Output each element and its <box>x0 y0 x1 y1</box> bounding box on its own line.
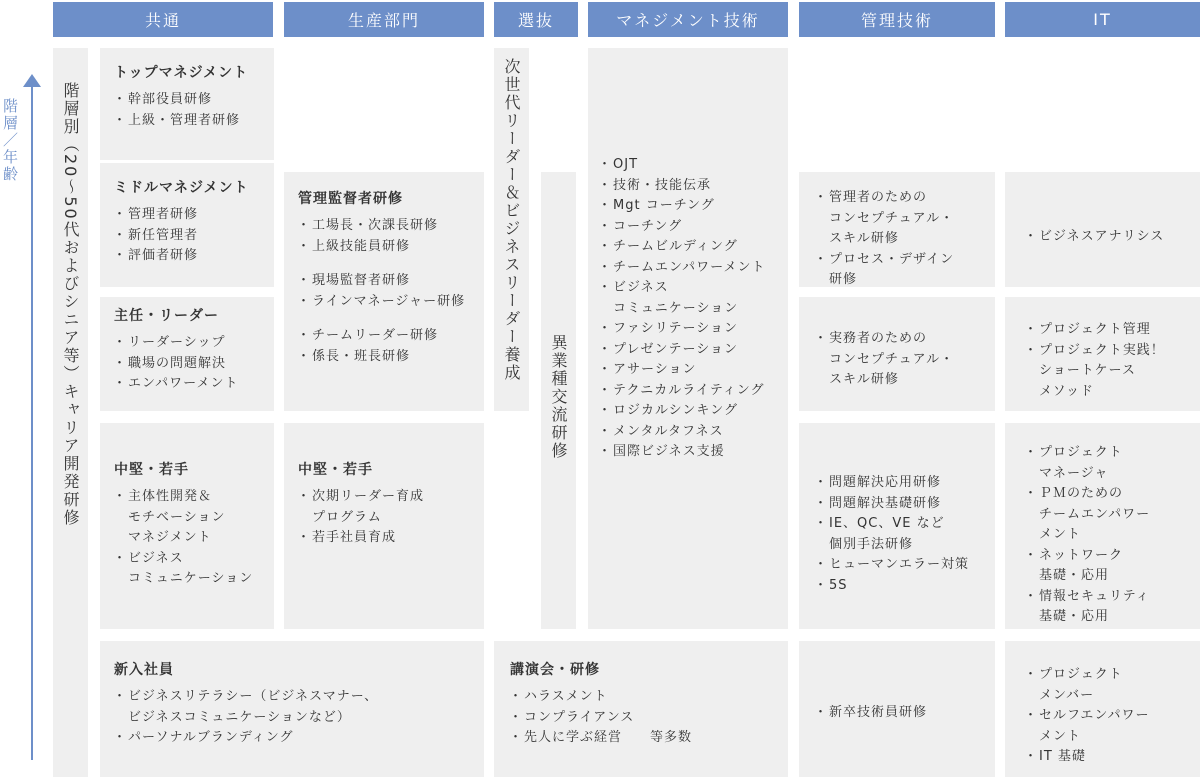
control-tech-box-4 <box>799 641 995 777</box>
leader-box <box>100 297 274 411</box>
list-item: ・ 係長・班長研修 <box>298 347 484 368</box>
list-item: ・ プロジェクト管理 <box>1025 320 1165 341</box>
header-selection: 選抜 <box>494 2 578 37</box>
list-item: ・ OJT <box>599 155 765 176</box>
box-list <box>114 333 274 395</box>
it-box-2 <box>1005 297 1200 411</box>
top-management-box <box>100 48 274 160</box>
axis-label: 階層／年齢 <box>1 98 19 183</box>
list-item: ・ ビジネスリテラシー（ビジネスマナー、 ビジネスコミュニケーションなど） <box>114 687 484 728</box>
list-item: ・ ラインマネージャー研修 <box>298 292 484 313</box>
box-title: 新入社員 <box>114 662 174 678</box>
list-item: ・ メンタルタフネス <box>599 422 765 443</box>
box-title: 中堅・若手 <box>298 462 373 478</box>
list-item: ・ 評価者研修 <box>114 246 274 267</box>
list-item: ・ ＰＭのための チームエンパワー メント <box>1025 484 1150 546</box>
box-list <box>298 216 484 257</box>
it-box-3 <box>1005 423 1200 629</box>
list-item: ・ アサーション <box>599 360 765 381</box>
box-title: 講演会・研修 <box>510 662 600 678</box>
career-development-column <box>53 48 88 777</box>
box-list <box>1025 665 1149 768</box>
it-box-1 <box>1005 172 1200 287</box>
list-item: ・ ネットワーク 基礎・応用 <box>1025 546 1150 587</box>
box-list <box>114 205 274 267</box>
list-item: ・ 工場長・次課長研修 <box>298 216 484 237</box>
list-item: ・ 幹部役員研修 <box>114 90 274 111</box>
list-item: ・ 国際ビジネス支援 <box>599 442 765 463</box>
list-item: ・ 技術・技能伝承 <box>599 176 765 197</box>
list-item: ・ 職場の問題解決 <box>114 354 274 375</box>
list-item: ・ ヒューマンエラー対策 <box>815 555 969 576</box>
list-item: ・ パーソナルブランディング <box>114 728 484 749</box>
list-item: ・ ハラスメント <box>510 687 788 708</box>
list-item: ・ ロジカルシンキング <box>599 401 765 422</box>
list-item: ・ ファシリテーション <box>599 319 765 340</box>
box-list <box>815 473 969 596</box>
control-tech-box-1 <box>799 172 995 287</box>
cross-industry-label: 異業種交流研修 <box>549 334 568 460</box>
list-item: ・ 問題解決応用研修 <box>815 473 969 494</box>
list-item: ・ 上級技能員研修 <box>298 237 484 258</box>
box-title: 管理監督者研修 <box>298 191 403 207</box>
list-item: ・ プロジェクト メンバー <box>1025 665 1149 706</box>
next-gen-leader-box <box>494 48 529 411</box>
list-item: ・ 実務者のための コンセプチュアル・ スキル研修 <box>815 329 954 391</box>
header-control-tech: 管理技術 <box>799 2 995 37</box>
newcomer-box <box>100 641 484 777</box>
box-title: 主任・リーダー <box>114 308 219 324</box>
list-item: ・ 5S <box>815 576 969 597</box>
next-gen-leader-label: 次世代リーダー＆ビジネスリーダー養成 <box>502 58 521 382</box>
header-production: 生産部門 <box>284 2 484 37</box>
list-item: ・ 新卒技術員研修 <box>815 703 927 724</box>
list-item: ・ 管理者研修 <box>114 205 274 226</box>
list-item: ・ プレゼンテーション <box>599 340 765 361</box>
list-item: ・ 主体性開発＆ モチベーション マネジメント <box>114 487 274 549</box>
list-item: ・ 先人に学ぶ経営 等多数 <box>510 728 788 749</box>
box-title: 中堅・若手 <box>114 462 189 478</box>
box-list <box>114 687 484 749</box>
list-item: ・ テクニカルライティング <box>599 381 765 402</box>
box-list <box>298 487 484 549</box>
box-title: ミドルマネジメント <box>114 180 249 196</box>
box-list <box>815 329 954 391</box>
career-development-label: 階層別（20～50代およびシニア等）キャリア開発研修 <box>61 82 80 527</box>
list-item: ・ 次期リーダー育成 プログラム <box>298 487 484 528</box>
control-tech-box-3 <box>799 423 995 629</box>
list-item: ・ エンパワーメント <box>114 374 274 395</box>
list-item: ・ ビジネス コミュニケーション <box>114 549 274 590</box>
box-list <box>815 703 927 724</box>
list-item: ・ 情報セキュリティ 基礎・応用 <box>1025 587 1150 628</box>
box-list <box>1025 227 1164 248</box>
common-young-box <box>100 423 274 629</box>
axis-arrow-line <box>31 82 33 760</box>
list-item: ・ IT 基礎 <box>1025 747 1149 768</box>
box-list <box>815 188 954 291</box>
box-list <box>298 326 484 367</box>
list-item: ・ ビジネスアナリシス <box>1025 227 1164 248</box>
box-list <box>298 271 484 312</box>
box-list <box>114 90 274 131</box>
list-item: ・ IE、QC、VE など 個別手法研修 <box>815 514 969 555</box>
box-list <box>510 687 788 749</box>
cross-industry-box <box>541 172 576 629</box>
box-title: トップマネジメント <box>114 65 249 81</box>
list-item: ・ チームリーダー研修 <box>298 326 484 347</box>
list-item: ・ Mgt コーチング <box>599 196 765 217</box>
list-item: ・ プロジェクト マネージャ <box>1025 443 1150 484</box>
box-list <box>1025 443 1150 628</box>
list-item: ・ 問題解決基礎研修 <box>815 494 969 515</box>
list-item: ・ プロジェクト実践！ ショートケース メソッド <box>1025 341 1165 403</box>
list-item: ・ コーチング <box>599 217 765 238</box>
list-item: ・ チームビルディング <box>599 237 765 258</box>
list-item: ・ 上級・管理者研修 <box>114 111 274 132</box>
arrow-up-icon <box>23 74 41 87</box>
production-management-box <box>284 172 484 411</box>
list-item: ・ 管理者のための コンセプチュアル・ スキル研修 <box>815 188 954 250</box>
list-item: ・ コンプライアンス <box>510 708 788 729</box>
middle-management-box <box>100 163 274 287</box>
control-tech-box-2 <box>799 297 995 411</box>
it-box-4 <box>1005 641 1200 777</box>
box-list <box>599 155 765 463</box>
list-item: ・ 新任管理者 <box>114 226 274 247</box>
list-item: ・ プロセス・デザイン 研修 <box>815 250 954 291</box>
list-item: ・ セルフエンパワー メント <box>1025 706 1149 747</box>
list-item: ・ ビジネス コミュニケーション <box>599 278 765 319</box>
lectures-box <box>494 641 788 777</box>
management-tech-box <box>588 48 788 629</box>
header-common: 共通 <box>53 2 273 37</box>
header-it: IT <box>1005 2 1200 37</box>
box-list <box>1025 320 1165 402</box>
production-young-box <box>284 423 484 629</box>
list-item: ・ 現場監督者研修 <box>298 271 484 292</box>
list-item: ・ 若手社員育成 <box>298 528 484 549</box>
list-item: ・ リーダーシップ <box>114 333 274 354</box>
list-item: ・ チームエンパワーメント <box>599 258 765 279</box>
box-list <box>114 487 274 590</box>
header-management-tech: マネジメント技術 <box>588 2 788 37</box>
